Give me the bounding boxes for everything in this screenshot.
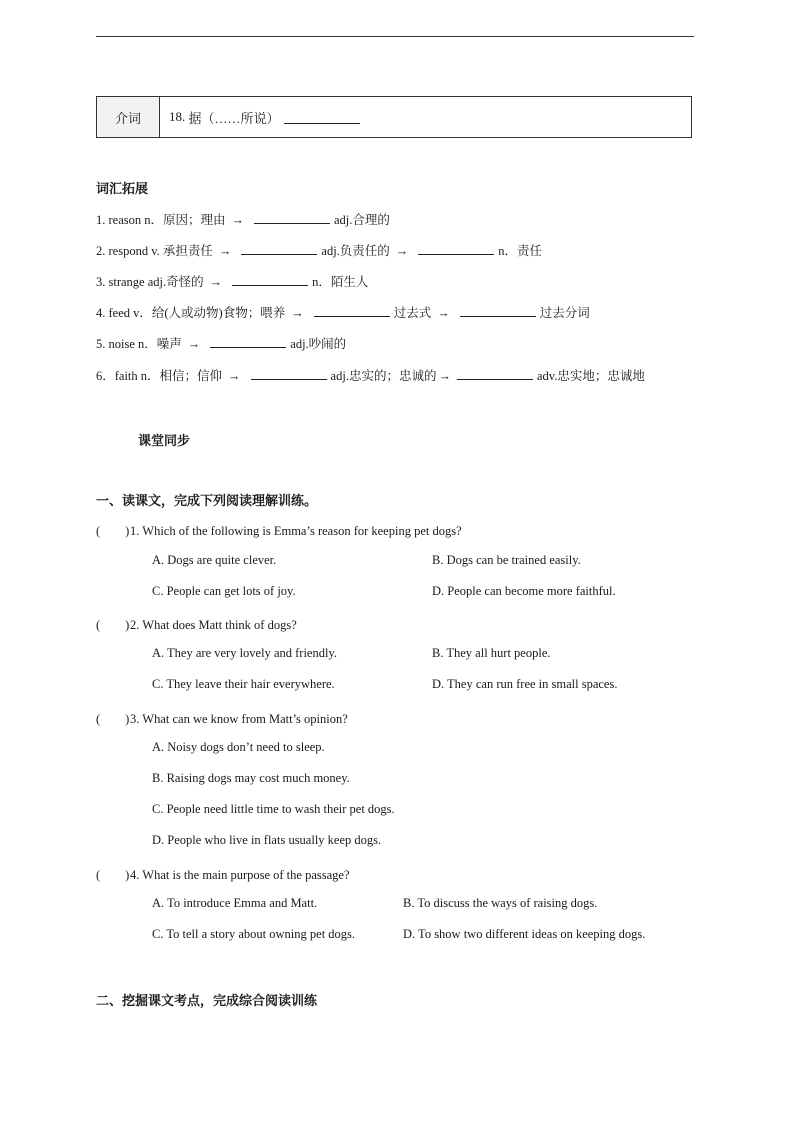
arrow-icon: → <box>291 306 304 320</box>
answer-blank[interactable] <box>210 335 286 348</box>
arrow-icon: → <box>228 369 241 383</box>
answer-blank[interactable] <box>284 111 360 124</box>
vocab-stem: 3. strange adj.奇怪的 <box>96 275 204 289</box>
preposition-table <box>96 96 692 138</box>
header-rule <box>96 36 694 37</box>
vocab-stem: 4. feed v．给(人或动物)食物；喂养 <box>96 306 286 320</box>
option: B. They all hurt people. <box>432 646 551 660</box>
table-category-cell: 介词 <box>97 97 160 137</box>
option: B. Raising dogs may cost much money. <box>152 771 350 785</box>
answer-blank[interactable] <box>418 242 494 255</box>
arrow-icon: → <box>218 244 232 258</box>
question-2 <box>96 615 297 633</box>
question-text: 4. What is the main purpose of the passage? <box>130 868 350 882</box>
section-title: 课堂同步 <box>138 434 191 449</box>
vocab-target: adj.忠实的；忠诚的 <box>330 369 437 383</box>
vocab-line-3 <box>96 272 368 290</box>
answer-blank[interactable] <box>314 304 390 317</box>
vocab-target: adj.负责任的 <box>321 244 390 258</box>
question-text: 3. What can we know from Matt’s opinion? <box>130 712 348 726</box>
answer-blank[interactable] <box>460 304 536 317</box>
answer-paren[interactable]: ( ) <box>96 618 130 632</box>
vocab-line-6 <box>96 366 645 384</box>
vocab-line-1 <box>96 210 390 228</box>
answer-blank[interactable] <box>254 211 330 224</box>
option: B. To discuss the ways of raising dogs. <box>403 896 598 910</box>
vocab-line-5 <box>96 334 346 352</box>
arrow-icon: → <box>231 213 244 227</box>
option: C. People can get lots of joy. <box>152 584 296 598</box>
option: D. People can become more faithful. <box>432 584 616 598</box>
arrow-icon: → <box>437 306 450 320</box>
vocab-stem: 2. respond v. 承担责任 <box>96 244 213 258</box>
answer-paren[interactable]: ( ) <box>96 712 130 726</box>
part2-title: 二、挖掘课文考点，完成综合阅读训练 <box>96 994 318 1009</box>
option: C. They leave their hair everywhere. <box>152 677 335 691</box>
question-text: 1. Which of the following is Emma’s reason for keeping pet dogs? <box>130 524 462 538</box>
option: A. Dogs are quite clever. <box>152 553 277 567</box>
answer-blank[interactable] <box>457 367 533 380</box>
item-text: 据（……所说） <box>188 110 280 126</box>
option: D. They can run free in small spaces. <box>432 677 618 691</box>
vocab-heading: 词汇拓展 <box>96 182 149 197</box>
option: C. People need little time to wash their pet dogs. <box>152 802 395 816</box>
vocab-target: adj.吵闹的 <box>290 337 347 351</box>
arrow-icon: → <box>209 275 223 289</box>
answer-blank[interactable] <box>251 367 327 380</box>
arrow-icon: → <box>395 244 409 258</box>
arrow-icon: → <box>187 337 201 351</box>
vocab-stem: 5. noise n．噪声 <box>96 337 182 351</box>
option: D. To show two different ideas on keeping dogs. <box>403 927 646 941</box>
vocab-target: n．责任 <box>498 244 543 258</box>
vocab-line-4 <box>96 303 590 321</box>
question-3 <box>96 709 348 727</box>
part1-title: 一、读课文，完成下列阅读理解训练。 <box>96 494 318 509</box>
option: A. They are very lovely and friendly. <box>152 646 338 660</box>
option: C. To tell a story about owning pet dogs. <box>152 927 356 941</box>
vocab-stem: 1. reason n．原因；理由 <box>96 213 226 227</box>
answer-blank[interactable] <box>241 242 317 255</box>
vocab-target: 过去式 <box>393 306 432 320</box>
question-1 <box>96 521 462 539</box>
vocab-stem: 6．faith n．相信；信仰 <box>96 369 223 383</box>
vocab-target: n．陌生人 <box>312 275 369 289</box>
arrow-icon: → <box>438 369 451 383</box>
vocab-target: adv.忠实地；忠诚地 <box>536 369 645 383</box>
table-item-cell <box>160 97 691 137</box>
option: D. People who live in flats usually keep dogs. <box>152 833 382 847</box>
question-4 <box>96 865 350 883</box>
item-number: 18. <box>169 109 186 124</box>
option: B. Dogs can be trained easily. <box>432 553 581 567</box>
vocab-target: 过去分词 <box>539 306 590 320</box>
answer-paren[interactable]: ( ) <box>96 524 130 538</box>
answer-paren[interactable]: ( ) <box>96 868 130 882</box>
option: A. Noisy dogs don’t need to sleep. <box>152 740 325 754</box>
vocab-target: adj.合理的 <box>334 213 390 227</box>
answer-blank[interactable] <box>232 273 308 286</box>
option: A. To introduce Emma and Matt. <box>152 896 318 910</box>
vocab-line-2 <box>96 241 542 259</box>
question-text: 2. What does Matt think of dogs? <box>130 618 297 632</box>
